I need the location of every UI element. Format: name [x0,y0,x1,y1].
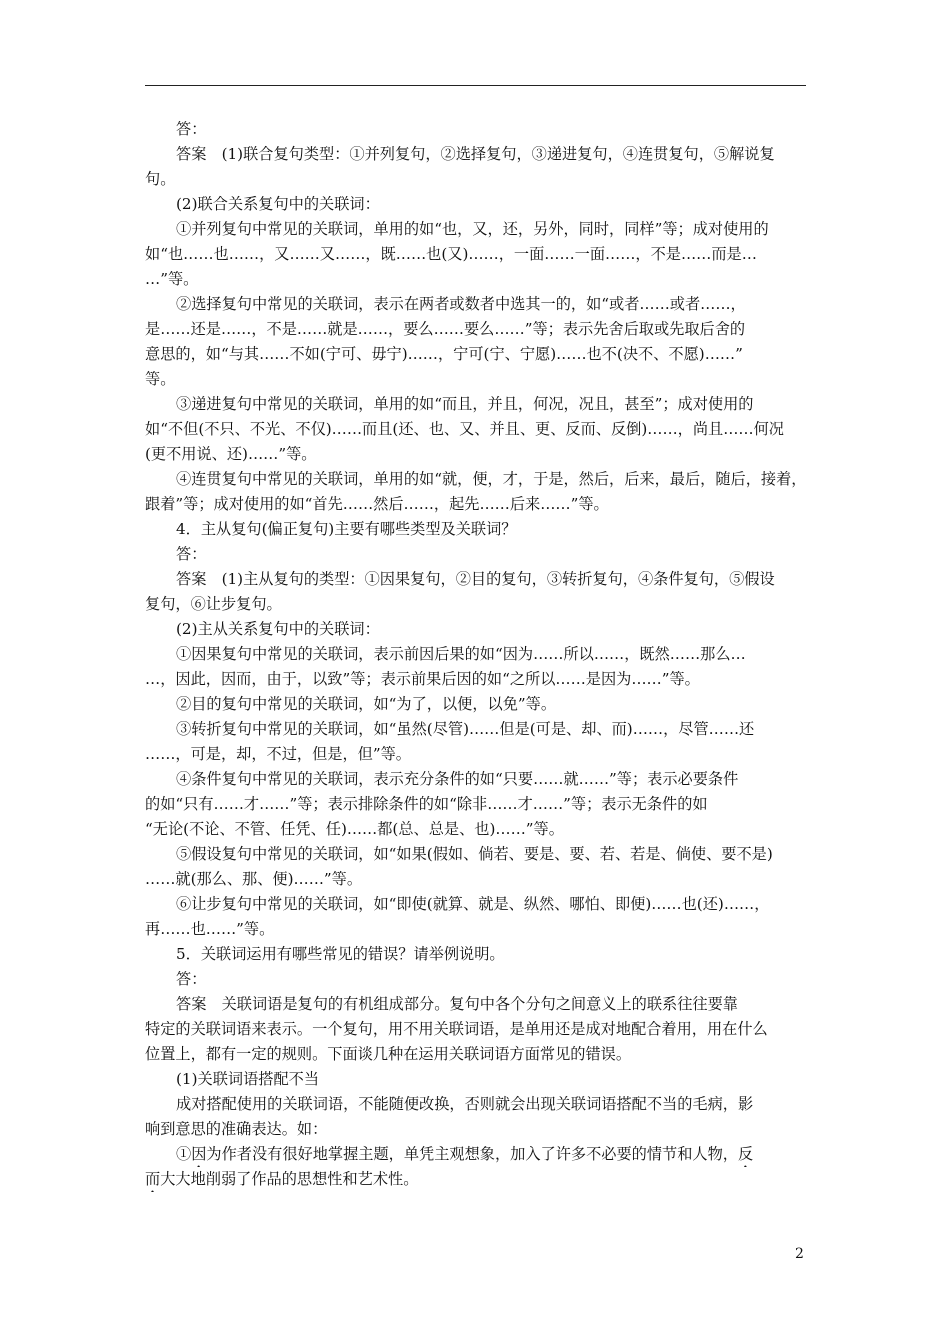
text-line: ……，可是，却，不过，但是，但”等。 [145,745,411,763]
text-line: 答案 (1)联合复句类型：①并列复句，②选择复句，③递进复句，④连贯复句，⑤解说复 [176,145,775,163]
example-number: ① [176,1145,192,1163]
example-line-2 [145,1167,809,1192]
text-line: …，因此，因而，由于，以致”等；表示前果后因的如“之所以……是因为……”等。 [145,670,700,688]
text-line: 答： [176,970,207,988]
text-line: 4．主从复句(偏正复句)主要有哪些类型及关联词？ [176,520,517,538]
text-line: 如“不但(不只、不光、不仅)……而且(还、也、又、并且、更、反而、反倒)……，尚且……何况 [145,420,784,438]
text-line: (1)关联词语搭配不当 [176,1070,320,1088]
text-line: 再……也……”等。 [145,920,275,938]
emphasized-word: 因 [191,1145,207,1163]
text-line: 答案 (1)主从复句的类型：①因果复句，②目的复句，③转折复句，④条件复句，⑤假设 [176,570,775,588]
text-line: 位置上，都有一定的规则。下面谈几种在运用关联词语方面常见的错误。 [145,1045,631,1063]
text-line: 句。 [145,170,176,188]
emphasized-word: 而 [145,1170,161,1188]
text-line: 如“也……也……，又……又……，既……也(又)……，一面……一面……，不是……而是… [145,245,757,263]
text-line: 成对搭配使用的关联词语，不能随便改换，否则就会出现关联词语搭配不当的毛病，影 [176,1095,754,1113]
text-line: 是……还是……，不是……就是……，要么……要么……”等；表示先舍后取或先取后舍的 [145,320,746,338]
text-line: 跟着”等；成对使用的如“首先……然后……，起先……后来……”等。 [145,495,609,513]
header-rule [145,85,806,86]
text-line: 答案 关联词语是复句的有机组成部分。复句中各个分句之间意义上的联系往往要靠 [176,995,738,1013]
text-line: (2)主从关系复句中的关联词： [176,620,380,638]
text-line: (2)联合关系复句中的关联词： [176,195,380,213]
text-line: ⑥让步复句中常见的关联词，如“即使(就算、就是、纵然、哪怕、即便)……也(还)……， [176,895,770,913]
example-text: 为作者没有很好地掌握主题，单凭主观想象，加入了许多不必要的情节和人物， [206,1145,738,1163]
example-line-1 [145,1142,809,1167]
document-body [145,117,809,1192]
example-text: 大大地削弱了作品的思想性和艺术性。 [160,1170,419,1188]
text-line: …”等。 [145,270,199,288]
text-lines [145,117,809,1142]
text-line: (更不用说、还)……”等。 [145,445,317,463]
text-line: 5．关联词运用有哪些常见的错误？请举例说明。 [176,945,505,963]
text-line: 意思的，如“与其……不如(宁可、毋宁)……，宁可(宁、宁愿)……也不(决不、不愿)……” [145,345,743,363]
text-line: 答： [176,545,207,563]
text-line: 响到意思的准确表达。如： [145,1120,328,1138]
text-line: 特定的关联词语来表示。一个复句，用不用关联词语，是单用还是成对地配合着用，用在什么 [145,1020,768,1038]
text-line: ③递进复句中常见的关联词，单用的如“而且，并且，何况，况且，甚至”；成对使用的 [176,395,754,413]
text-line: ④条件复句中常见的关联词，表示充分条件的如“只要……就……”等；表示必要条件 [176,770,739,788]
text-line: ①因果复句中常见的关联词，表示前因后果的如“因为……所以……，既然……那么… [176,645,746,663]
text-line: ③转折复句中常见的关联词，如“虽然(尽管)……但是(可是、却、而)……，尽管……还 [176,720,755,738]
text-line: 复句，⑥让步复句。 [145,595,282,613]
text-line: “无论(不论、不管、任凭、任)……都(总、总是、也)……”等。 [145,820,564,838]
text-line: ①并列复句中常见的关联词，单用的如“也，又，还，另外，同时，同样”等；成对使用的 [176,220,769,238]
text-line: 答： [176,120,207,138]
emphasized-word: 反 [737,1145,754,1163]
text-line: ④连贯复句中常见的关联词，单用的如“就，便，才，于是，然后，后来，最后，随后，接着， [176,470,807,488]
text-line: ②目的复句中常见的关联词，如“为了，以便，以免”等。 [176,695,557,713]
text-line: ⑤假设复句中常见的关联词，如“如果(假如、倘若、要是、要、若、若是、倘使、要不是) [176,845,773,863]
text-line: ②选择复句中常见的关联词，表示在两者或数者中选其一的，如“或者……或者……， [176,295,746,313]
text-line: ……就(那么、那、便)……”等。 [145,870,363,888]
text-line: 的如“只有……才……”等；表示排除条件的如“除非……才……”等；表示无条件的如 [145,795,708,813]
text-line: 等。 [145,370,176,388]
page-number: 2 [795,1246,804,1262]
